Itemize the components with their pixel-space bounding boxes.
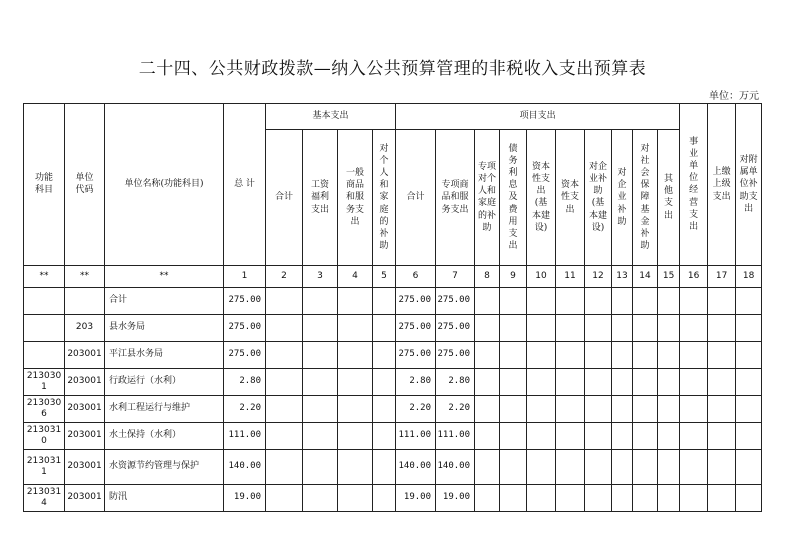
empty-cell [658, 396, 680, 423]
project-goods-cell: 275.00 [436, 288, 475, 315]
empty-cell [633, 288, 658, 315]
page-title: 二十四、公共财政拨款—纳入公共预算管理的非税收入支出预算表 [138, 59, 647, 79]
basic-cell [373, 423, 396, 450]
column-index-cell: 14 [633, 266, 658, 288]
empty-cell [736, 485, 762, 512]
empty-cell [680, 315, 708, 342]
empty-cell [500, 288, 527, 315]
header-proj-goods: 专项商品和服务支出 [436, 130, 475, 266]
empty-cell [527, 342, 556, 369]
unit-name-cell: 合计 [105, 288, 224, 315]
project-total-cell: 2.20 [396, 396, 436, 423]
project-goods-cell: 275.00 [436, 315, 475, 342]
column-index-cell: 10 [527, 266, 556, 288]
empty-cell [527, 369, 556, 396]
total-cell: 2.20 [224, 396, 266, 423]
column-index-cell: 17 [708, 266, 736, 288]
unit-name-cell: 水土保持（水利） [105, 423, 224, 450]
empty-cell [680, 342, 708, 369]
empty-cell [500, 423, 527, 450]
empty-cell [736, 369, 762, 396]
empty-cell [475, 369, 500, 396]
column-index-cell: 4 [338, 266, 373, 288]
empty-cell [527, 485, 556, 512]
empty-cell [612, 450, 633, 485]
unit-code-cell: 203001 [65, 396, 105, 423]
empty-cell [708, 396, 736, 423]
empty-cell [585, 450, 612, 485]
total-cell: 19.00 [224, 485, 266, 512]
project-goods-cell: 111.00 [436, 423, 475, 450]
header-basic: 基本支出 [266, 104, 396, 130]
empty-cell [475, 288, 500, 315]
project-goods-cell: 275.00 [436, 342, 475, 369]
empty-cell [585, 485, 612, 512]
empty-cell [556, 369, 585, 396]
column-index-cell: 18 [736, 266, 762, 288]
empty-cell [585, 288, 612, 315]
empty-cell [658, 423, 680, 450]
project-total-cell: 19.00 [396, 485, 436, 512]
empty-cell [556, 485, 585, 512]
header-biz-op: 事业单位经营支出 [680, 104, 708, 266]
basic-cell [303, 342, 338, 369]
empty-cell [585, 396, 612, 423]
empty-cell [527, 450, 556, 485]
project-total-cell: 2.80 [396, 369, 436, 396]
basic-cell [303, 423, 338, 450]
empty-cell [556, 288, 585, 315]
empty-cell [680, 369, 708, 396]
basic-cell [266, 396, 303, 423]
header-unit-code: 单位代码 [65, 104, 105, 266]
empty-cell [500, 369, 527, 396]
basic-cell [338, 369, 373, 396]
table-row [24, 315, 762, 342]
column-index-cell: ** [24, 266, 65, 288]
basic-cell [338, 423, 373, 450]
unit-code-cell: 203001 [65, 450, 105, 485]
basic-cell [266, 423, 303, 450]
basic-cell [373, 342, 396, 369]
unit-name-cell: 行政运行（水利） [105, 369, 224, 396]
header-project: 项目支出 [396, 104, 680, 130]
unit-label: 单位：万元 [709, 91, 759, 102]
column-index-cell: 6 [396, 266, 436, 288]
basic-cell [373, 396, 396, 423]
basic-cell [373, 288, 396, 315]
basic-cell [303, 396, 338, 423]
header-proj-person: 专项对个人和家庭的补助 [475, 130, 500, 266]
header-wages: 工资福利支出 [303, 130, 338, 266]
empty-cell [680, 396, 708, 423]
empty-cell [633, 450, 658, 485]
basic-cell [266, 450, 303, 485]
basic-cell [338, 315, 373, 342]
basic-cell [338, 342, 373, 369]
total-cell: 111.00 [224, 423, 266, 450]
project-total-cell: 275.00 [396, 288, 436, 315]
unit-code-cell: 203001 [65, 342, 105, 369]
func-code-cell: 2130314 [24, 485, 65, 512]
unit-code-cell: 203001 [65, 369, 105, 396]
unit-code-cell: 203 [65, 315, 105, 342]
column-index-cell: 2 [266, 266, 303, 288]
unit-name-cell: 防汛 [105, 485, 224, 512]
empty-cell [556, 315, 585, 342]
header-capital-construct: 资本性支出(基本建设) [527, 130, 556, 266]
empty-cell [658, 315, 680, 342]
header-subsidiary: 对附属单位补助支出 [736, 104, 762, 266]
unit-name-cell: 水资源节约管理与保护 [105, 450, 224, 485]
basic-cell [373, 369, 396, 396]
budget-table [23, 103, 762, 512]
empty-cell [475, 423, 500, 450]
empty-cell [556, 423, 585, 450]
basic-cell [303, 288, 338, 315]
project-goods-cell: 2.80 [436, 369, 475, 396]
total-cell: 275.00 [224, 315, 266, 342]
empty-cell [612, 315, 633, 342]
table-row [24, 396, 762, 423]
unit-name-cell: 平江县水务局 [105, 342, 224, 369]
func-code-cell [24, 288, 65, 315]
empty-cell [556, 342, 585, 369]
empty-cell [612, 369, 633, 396]
empty-cell [680, 423, 708, 450]
total-cell: 2.80 [224, 369, 266, 396]
table-row [24, 450, 762, 485]
empty-cell [556, 450, 585, 485]
func-code-cell [24, 342, 65, 369]
column-index-row [24, 266, 762, 288]
empty-cell [475, 342, 500, 369]
column-index-cell: ** [105, 266, 224, 288]
empty-cell [527, 396, 556, 423]
basic-cell [338, 485, 373, 512]
total-cell: 140.00 [224, 450, 266, 485]
empty-cell [633, 315, 658, 342]
empty-cell [680, 288, 708, 315]
empty-cell [708, 450, 736, 485]
project-total-cell: 111.00 [396, 423, 436, 450]
table-row [24, 423, 762, 450]
header-upper: 上缴上级支出 [708, 104, 736, 266]
empty-cell [658, 369, 680, 396]
empty-cell [475, 450, 500, 485]
empty-cell [500, 485, 527, 512]
empty-cell [633, 369, 658, 396]
empty-cell [612, 342, 633, 369]
table-row [24, 485, 762, 512]
empty-cell [708, 423, 736, 450]
basic-cell [303, 450, 338, 485]
basic-cell [373, 485, 396, 512]
empty-cell [585, 315, 612, 342]
column-index-cell: 12 [585, 266, 612, 288]
basic-cell [373, 315, 396, 342]
project-goods-cell: 140.00 [436, 450, 475, 485]
func-code-cell [24, 315, 65, 342]
func-code-cell: 2130310 [24, 423, 65, 450]
table-row [24, 288, 762, 315]
func-code-cell: 2130311 [24, 450, 65, 485]
empty-cell [585, 369, 612, 396]
project-goods-cell: 2.20 [436, 396, 475, 423]
project-goods-cell: 19.00 [436, 485, 475, 512]
empty-cell [736, 315, 762, 342]
table-row [24, 342, 762, 369]
basic-cell [266, 315, 303, 342]
empty-cell [475, 396, 500, 423]
empty-cell [475, 315, 500, 342]
empty-cell [736, 288, 762, 315]
empty-cell [658, 342, 680, 369]
empty-cell [612, 396, 633, 423]
empty-cell [680, 450, 708, 485]
column-index-cell: 1 [224, 266, 266, 288]
empty-cell [500, 315, 527, 342]
func-code-cell: 2130301 [24, 369, 65, 396]
basic-cell [266, 288, 303, 315]
empty-cell [736, 450, 762, 485]
empty-cell [612, 423, 633, 450]
header-row-1 [24, 104, 762, 130]
empty-cell [585, 423, 612, 450]
project-total-cell: 275.00 [396, 342, 436, 369]
basic-cell [373, 450, 396, 485]
empty-cell [708, 342, 736, 369]
header-proj-total: 合计 [396, 130, 436, 266]
header-to-person: 对个人和家庭的补助 [373, 130, 396, 266]
basic-cell [338, 396, 373, 423]
empty-cell [633, 396, 658, 423]
header-goods: 一般商品和服务支出 [338, 130, 373, 266]
empty-cell [736, 342, 762, 369]
table-row [24, 369, 762, 396]
empty-cell [500, 396, 527, 423]
func-code-cell: 2130306 [24, 396, 65, 423]
header-func-code: 功能科目 [24, 104, 65, 266]
header-basic-total: 合计 [266, 130, 303, 266]
header-enterprise: 对企业补助 [612, 130, 633, 266]
empty-cell [708, 315, 736, 342]
empty-cell [736, 423, 762, 450]
empty-cell [736, 396, 762, 423]
basic-cell [338, 288, 373, 315]
basic-cell [338, 450, 373, 485]
total-cell: 275.00 [224, 342, 266, 369]
empty-cell [475, 485, 500, 512]
basic-cell [303, 485, 338, 512]
column-index-cell: 3 [303, 266, 338, 288]
empty-cell [527, 423, 556, 450]
empty-cell [708, 369, 736, 396]
empty-cell [527, 315, 556, 342]
column-index-cell: 13 [612, 266, 633, 288]
header-capital: 资本性支出 [556, 130, 585, 266]
column-index-cell: 15 [658, 266, 680, 288]
basic-cell [266, 342, 303, 369]
column-index-cell: 16 [680, 266, 708, 288]
project-total-cell: 275.00 [396, 315, 436, 342]
basic-cell [266, 485, 303, 512]
empty-cell [633, 485, 658, 512]
header-unit-name: 单位名称(功能科目) [105, 104, 224, 266]
empty-cell [658, 485, 680, 512]
empty-cell [708, 485, 736, 512]
unit-name-cell: 县水务局 [105, 315, 224, 342]
empty-cell [527, 288, 556, 315]
column-index-cell: 9 [500, 266, 527, 288]
header-other: 其他支出 [658, 130, 680, 266]
empty-cell [658, 288, 680, 315]
column-index-cell: 5 [373, 266, 396, 288]
column-index-cell: ** [65, 266, 105, 288]
header-total: 总 计 [224, 104, 266, 266]
empty-cell [500, 450, 527, 485]
empty-cell [500, 342, 527, 369]
empty-cell [633, 342, 658, 369]
empty-cell [680, 485, 708, 512]
unit-code-cell: 203001 [65, 423, 105, 450]
unit-code-cell [65, 288, 105, 315]
empty-cell [633, 423, 658, 450]
header-social-fund: 对社会保障基金补助 [633, 130, 658, 266]
empty-cell [556, 396, 585, 423]
unit-name-cell: 水利工程运行与维护 [105, 396, 224, 423]
header-debt: 债务利息及费用支出 [500, 130, 527, 266]
empty-cell [612, 288, 633, 315]
empty-cell [658, 450, 680, 485]
column-index-cell: 11 [556, 266, 585, 288]
column-index-cell: 7 [436, 266, 475, 288]
empty-cell [708, 288, 736, 315]
header-enterprise-construct: 对企业补助(基本建设) [585, 130, 612, 266]
basic-cell [303, 369, 338, 396]
basic-cell [266, 369, 303, 396]
project-total-cell: 140.00 [396, 450, 436, 485]
empty-cell [585, 342, 612, 369]
total-cell: 275.00 [224, 288, 266, 315]
unit-code-cell: 203001 [65, 485, 105, 512]
basic-cell [303, 315, 338, 342]
column-index-cell: 8 [475, 266, 500, 288]
empty-cell [612, 485, 633, 512]
